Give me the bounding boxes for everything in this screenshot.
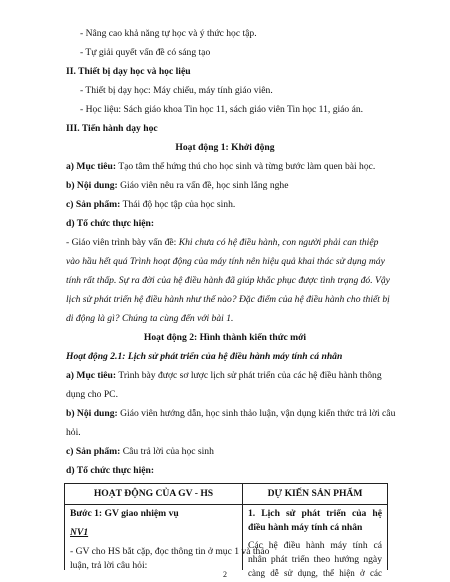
task-text-line: luận, trả lời câu hỏi: <box>70 560 148 571</box>
org-paragraph-line: vào hầu hết quá Trình hoạt động của máy tính nên hiệu quả khai thác sử dụng máy <box>66 256 385 267</box>
list-item: - Học liệu: Sách giáo khoa Tin học 11, sách giáo viên Tin học 11, giáo án. <box>80 104 364 115</box>
org-prefix: - Giáo viên trình bày vấn đề: <box>66 237 177 248</box>
product-line <box>66 446 214 458</box>
activity-subtitle: Hoạt động 2.1: Lịch sử phát triển của hệ điều hành máy tính cá nhân <box>66 351 343 362</box>
section-heading: III. Tiến hành dạy học <box>66 123 158 134</box>
answer-text-line: Các hệ điều hành máy tính cá <box>248 540 382 551</box>
activity-title: Hoạt động 2: Hình thành kiến thức mới <box>143 332 307 343</box>
content-text: Giáo viên hướng dẫn, học sinh thảo luận, vận dụng kiến thức trả lời câu <box>117 408 396 419</box>
page-number: 2 <box>223 570 227 579</box>
org-text: Khi chưa có hệ điều hành, con người phải can thiệp <box>176 237 379 248</box>
org-label: d) Tổ chức thực hiện: <box>66 218 155 229</box>
list-item: - Thiết bị dạy học: Máy chiếu, máy tính giáo viên. <box>80 85 273 96</box>
skill-item: - Tự giải quyết vấn đề có sáng tạo <box>80 47 211 58</box>
content-label: b) Nội dung: <box>66 180 118 191</box>
aim-line <box>66 161 375 173</box>
content-line <box>66 180 289 192</box>
answer-title-line: 1. Lịch sử phát triển của hệ <box>248 508 382 519</box>
product-label: c) Sản phẩm: <box>66 199 121 210</box>
table-column-header: DỰ KIẾN SẢN PHẨM <box>267 488 363 499</box>
answer-title-line: điều hành máy tính cá nhân <box>248 522 363 533</box>
task-text-line: - GV cho HS bắt cặp, đọc thông tin ở mục 1 và thảo <box>70 546 270 557</box>
content-line <box>66 408 395 420</box>
org-paragraph-line: tính rất thấp. Sự ra đời của hệ điều hành đã giúp khắc phục được tình trạng đó. Vậy <box>66 275 390 286</box>
section-heading: II. Thiết bị dạy học và học liệu <box>66 66 191 77</box>
aim-line: dụng cho PC. <box>66 389 118 400</box>
content-text: Giáo viên nêu ra vấn đề, học sinh lắng nghe <box>117 180 289 191</box>
skill-item: - Nâng cao khả năng tự học và ý thức học tập. <box>80 28 257 39</box>
answer-text-line: nhân phát triển theo hướng ngày <box>248 554 382 565</box>
org-paragraph-line: lịch sử phát triển hệ điều hành như thế nào? Đặc điểm của hệ điều hành cho thiết bị <box>66 294 390 305</box>
aim-text: Tạo tâm thế hứng thú cho học sinh và từng bước làm quen bài học. <box>116 161 376 172</box>
step-label: Bước 1: GV giao nhiệm vụ <box>70 508 179 519</box>
product-line <box>66 199 235 211</box>
content-line: hỏi. <box>66 427 81 438</box>
table-column-header: HOẠT ĐỘNG CỦA GV - HS <box>93 488 214 499</box>
aim-text: Trình bày được sơ lược lịch sử phát triển của các hệ điều hành thông <box>116 370 382 381</box>
activity-title: Hoạt động 1: Khởi động <box>175 142 275 153</box>
org-paragraph-line <box>66 237 378 249</box>
task-label: NV1 <box>70 527 89 538</box>
product-text: Câu trả lời của học sinh <box>120 446 214 457</box>
product-text: Thái độ học tập của học sinh. <box>120 199 236 210</box>
org-label: d) Tổ chức thực hiện: <box>66 465 155 476</box>
org-paragraph-line: di động là gì? Chúng ta cùng đến với bài 1. <box>66 313 234 324</box>
aim-label: a) Mục tiêu: <box>66 161 117 172</box>
aim-line <box>66 370 382 382</box>
product-label: c) Sản phẩm: <box>66 446 121 457</box>
aim-label: a) Mục tiêu: <box>66 370 117 381</box>
content-label: b) Nội dung: <box>66 408 118 419</box>
answer-text-line: càng dễ sử dụng, thể hiện ở các <box>248 568 382 578</box>
